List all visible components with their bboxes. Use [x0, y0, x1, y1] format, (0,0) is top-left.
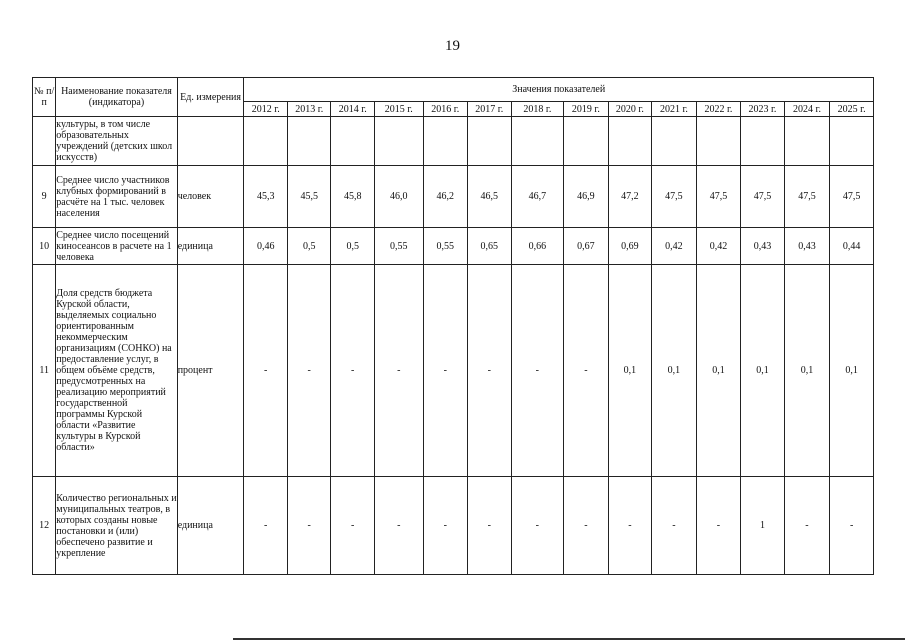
table-row — [33, 166, 874, 228]
value-cell: 0,55 — [423, 228, 468, 265]
value-cell: - — [244, 477, 288, 575]
value-cell — [564, 117, 609, 166]
row-num-cell: 10 — [33, 228, 56, 265]
value-cell: 46,5 — [468, 166, 512, 228]
value-cell: 0,46 — [244, 228, 288, 265]
value-cell: - — [287, 265, 331, 477]
value-cell — [784, 117, 830, 166]
value-cell: 0,42 — [652, 228, 697, 265]
value-cell: 0,69 — [608, 228, 652, 265]
indicators-table — [32, 77, 874, 575]
value-cell — [468, 117, 512, 166]
value-cell: 0,1 — [784, 265, 830, 477]
header-year: 2018 г. — [511, 102, 564, 117]
value-cell: - — [423, 265, 468, 477]
value-cell: 0,5 — [331, 228, 375, 265]
header-unit: Ед. измерения — [177, 78, 244, 117]
value-cell — [244, 117, 288, 166]
value-cell: - — [511, 265, 564, 477]
page-number: 19 — [445, 38, 460, 54]
value-cell: - — [468, 265, 512, 477]
header-year: 2016 г. — [423, 102, 468, 117]
value-cell — [830, 117, 874, 166]
value-cell: 0,42 — [696, 228, 741, 265]
header-row — [33, 78, 874, 102]
value-cell: 0,1 — [652, 265, 697, 477]
table-row — [33, 477, 874, 575]
indicator-name-cell: Среднее число посещений киносеансов в расчете на 1 человека — [56, 228, 177, 265]
value-cell: 0,1 — [608, 265, 652, 477]
value-cell: 0,66 — [511, 228, 564, 265]
header-year: 2025 г. — [830, 102, 874, 117]
row-num-cell — [33, 117, 56, 166]
header-year: 2024 г. — [784, 102, 830, 117]
value-cell: 47,5 — [741, 166, 785, 228]
value-cell: 47,5 — [652, 166, 697, 228]
value-cell: - — [564, 477, 609, 575]
value-cell: - — [564, 265, 609, 477]
value-cell — [652, 117, 697, 166]
value-cell — [374, 117, 423, 166]
row-num-cell: 11 — [33, 265, 56, 477]
indicator-name-cell: Количество региональных и муниципальных театров, в которых созданы новые постановки и (или) обеспечено развитие и укрепление — [56, 477, 177, 575]
value-cell: - — [696, 477, 741, 575]
value-cell: - — [784, 477, 830, 575]
value-cell — [423, 117, 468, 166]
indicator-name-cell: Среднее число участников клубных формирований в расчёте на 1 тыс. человек населения — [56, 166, 177, 228]
table-row — [33, 117, 874, 166]
value-cell: - — [244, 265, 288, 477]
value-cell: 45,5 — [287, 166, 331, 228]
header-year: 2015 г. — [374, 102, 423, 117]
value-cell: - — [287, 477, 331, 575]
value-cell: 0,43 — [741, 228, 785, 265]
value-cell — [511, 117, 564, 166]
value-cell: 0,5 — [287, 228, 331, 265]
value-cell: - — [511, 477, 564, 575]
header-num: № п/п — [33, 78, 56, 117]
value-cell: 0,1 — [741, 265, 785, 477]
value-cell: - — [374, 265, 423, 477]
value-cell: - — [423, 477, 468, 575]
table-body — [33, 117, 874, 575]
value-cell: 0,67 — [564, 228, 609, 265]
header-year: 2021 г. — [652, 102, 697, 117]
row-num-cell: 12 — [33, 477, 56, 575]
table-row — [33, 228, 874, 265]
value-cell: - — [374, 477, 423, 575]
value-cell: 45,3 — [244, 166, 288, 228]
value-cell: 46,7 — [511, 166, 564, 228]
indicator-name-cell: культуры, в том числе образовательных учреждений (детских школ искусств) — [56, 117, 177, 166]
value-cell: 46,2 — [423, 166, 468, 228]
value-cell: 0,1 — [696, 265, 741, 477]
value-cell: - — [830, 477, 874, 575]
row-num-cell: 9 — [33, 166, 56, 228]
value-cell: 1 — [741, 477, 785, 575]
value-cell: 46,9 — [564, 166, 609, 228]
header-values-title: Значения показателей — [244, 78, 874, 102]
value-cell: 0,65 — [468, 228, 512, 265]
unit-cell — [177, 117, 244, 166]
header-year: 2013 г. — [287, 102, 331, 117]
value-cell: - — [331, 477, 375, 575]
unit-cell: процент — [177, 265, 244, 477]
header-year: 2023 г. — [741, 102, 785, 117]
header-year: 2012 г. — [244, 102, 288, 117]
header-year: 2019 г. — [564, 102, 609, 117]
unit-cell: единица — [177, 228, 244, 265]
value-cell: 0,55 — [374, 228, 423, 265]
value-cell — [331, 117, 375, 166]
value-cell: 45,8 — [331, 166, 375, 228]
value-cell — [741, 117, 785, 166]
value-cell: 47,5 — [696, 166, 741, 228]
value-cell: - — [652, 477, 697, 575]
header-year: 2020 г. — [608, 102, 652, 117]
header-name: Наименование показателя (индикатора) — [56, 78, 177, 117]
value-cell: 47,5 — [830, 166, 874, 228]
value-cell: 0,1 — [830, 265, 874, 477]
value-cell: 0,43 — [784, 228, 830, 265]
value-cell: - — [468, 477, 512, 575]
value-cell: - — [608, 477, 652, 575]
value-cell: 47,2 — [608, 166, 652, 228]
value-cell: 46,0 — [374, 166, 423, 228]
value-cell: - — [331, 265, 375, 477]
unit-cell: единица — [177, 477, 244, 575]
header-year: 2017 г. — [468, 102, 512, 117]
value-cell: 47,5 — [784, 166, 830, 228]
value-cell — [696, 117, 741, 166]
unit-cell: человек — [177, 166, 244, 228]
header-year: 2014 г. — [331, 102, 375, 117]
table-row — [33, 265, 874, 477]
value-cell — [608, 117, 652, 166]
indicator-name-cell: Доля средств бюджета Курской области, выделяемых социально ориентированным некоммерческим организациям (СОНКО) на предоставление услуг, в общем объёме средств, предусмотренных на реализацию мероприятий государственной программы Курской области «Развитие культуры в Курской области» — [56, 265, 177, 477]
value-cell — [287, 117, 331, 166]
value-cell: 0,44 — [830, 228, 874, 265]
header-year: 2022 г. — [696, 102, 741, 117]
